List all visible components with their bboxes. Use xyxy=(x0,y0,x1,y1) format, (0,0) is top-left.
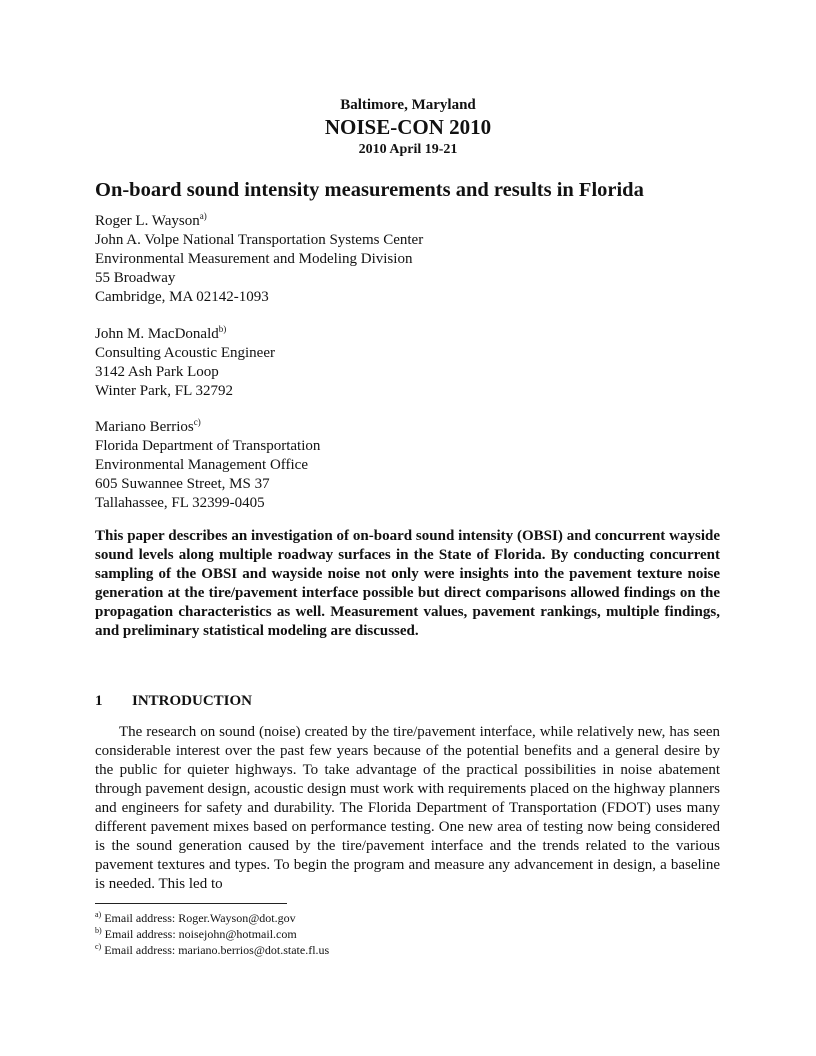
conference-location: Baltimore, Maryland xyxy=(340,97,476,113)
affiliation-line: 605 Suwannee Street, MS 37 xyxy=(95,476,270,492)
affiliation-line: Florida Department of Transportation xyxy=(95,438,321,454)
footnote-mark: a) xyxy=(199,211,207,221)
footnote-divider xyxy=(95,903,287,904)
footnote: $^{c)}$ Email address: mariano.berrios@dot.state.fl.us xyxy=(95,942,330,957)
affiliation-line: Environmental Measurement and Modeling Division xyxy=(95,251,413,267)
footnote-mark: c) xyxy=(193,417,201,427)
section-number: 1 xyxy=(95,693,103,709)
section-title: INTRODUCTION xyxy=(132,693,253,709)
footnote-mark: b) xyxy=(218,324,227,334)
affiliation-line: John A. Volpe National Transportation Systems Center xyxy=(95,232,424,248)
author-block-2 xyxy=(95,325,735,401)
affiliation-line: 55 Broadway xyxy=(95,270,176,286)
introduction-paragraph: The research on sound (noise) created by the tire/pavement interface, while relatively new, has seen considerable interest over the past few years because of the potential benefits and a general desire by the public for quieter highways. To take advantage of the practical possibilities in noise abatement through pavement design, acoustic design must work with requirements placed on the highway planners and engineers for safety and durability. The Florida Department of Transportation (FDOT) uses many different pavement mixes based on performance testing. One new area of testing now being considered is the sound generation caused by the tire/pavement interface and the trends related to the various pavement textures and types. To begin the program and measure any advancement in design, a baseline is needed. This led to xyxy=(95,724,720,892)
abstract: This paper describes an investigation of on-board sound intensity (OBSI) and concurrent wayside sound levels along multiple roadway surfaces in the State of Florida. By conducting concurrent sampling of the OBSI and wayside noise not only were insights into the pavement texture noise generation at the tire/pavement interface possible but direct comparisons allowed findings on the propagation characteristics as well. Measurement values, pavement rankings, multiple findings, and preliminary statistical modeling are discussed. xyxy=(95,528,720,639)
author-block-1 xyxy=(95,212,735,307)
affiliation-line: Cambridge, MA 02142-1093 xyxy=(95,289,269,305)
footnotes xyxy=(95,910,329,958)
affiliation-line: 3142 Ash Park Loop xyxy=(95,364,219,380)
conference-name: NOISE-CON 2010 xyxy=(324,115,492,139)
footnote: $^{b)}$ Email address: noisejohn@hotmail.com xyxy=(95,926,297,941)
author-block-3 xyxy=(95,418,735,513)
affiliation-line: Winter Park, FL 32792 xyxy=(95,383,233,399)
author-name: Roger L. Wayson$^{a)}$ xyxy=(95,211,207,229)
affiliation-line: Environmental Management Office xyxy=(95,457,308,473)
affiliation-line: Consulting Acoustic Engineer xyxy=(95,345,275,361)
paper-title: On-board sound intensity measurements and results in Florida xyxy=(95,179,644,201)
author-name: John M. MacDonald$^{b)}$ xyxy=(95,324,227,342)
author-name: Mariano Berrios$^{c)}$ xyxy=(95,417,201,435)
section-heading xyxy=(95,692,252,711)
conference-date: 2010 April 19-21 xyxy=(358,142,458,157)
footnote: $^{a)}$ Email address: Roger.Wayson@dot.gov xyxy=(95,910,296,925)
affiliation-line: Tallahassee, FL 32399-0405 xyxy=(95,495,265,511)
